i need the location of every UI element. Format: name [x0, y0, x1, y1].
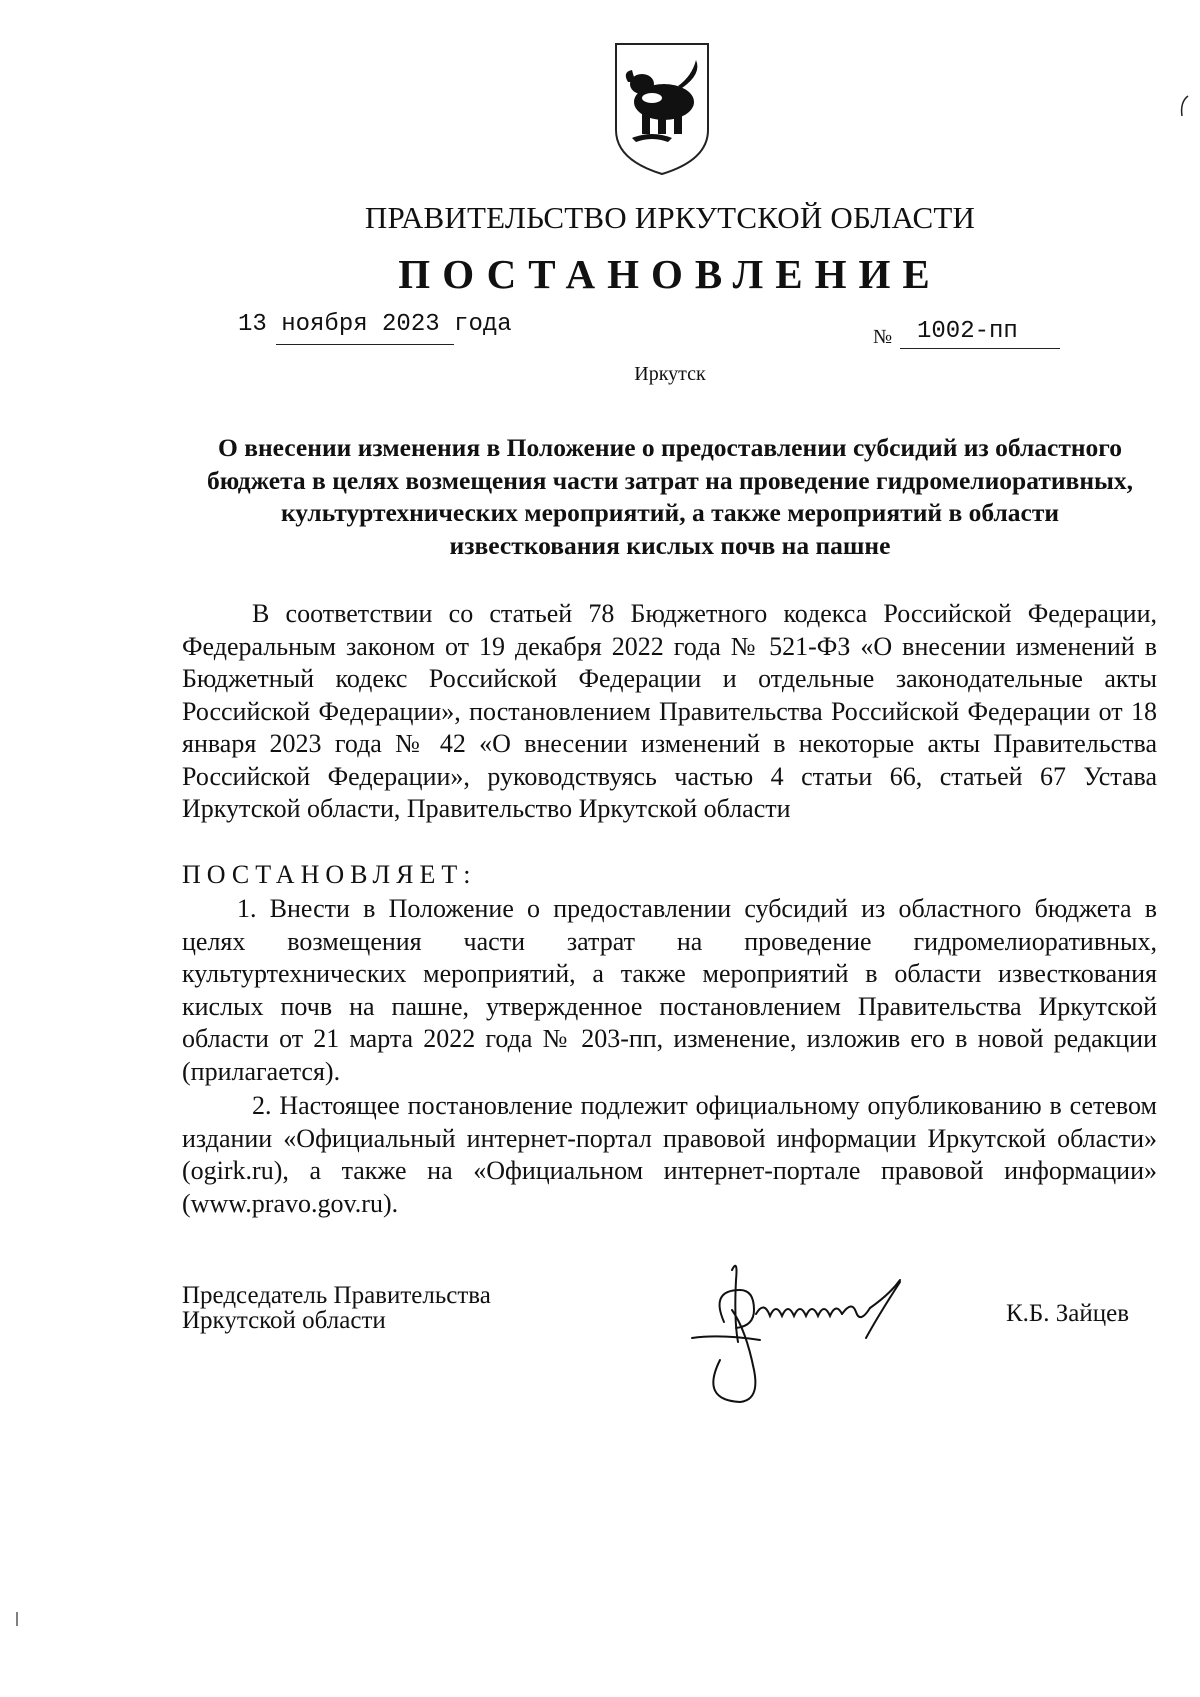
clause-1: 1. Внести в Положение о предоставлении субсидий из областного бюджета в целях возмещения части затрат на проведение гидромелиоративных, культуртехнических мероприятий, а также мероприятий в области известкования кислых почв на пашне, утвержденное постановлением Правительства Иркутской области от 21 марта 2022 года № 203-пп, изменение, изложив его в новой редакции (прилагается). — [182, 894, 1157, 1086]
signatory-name: К.Б. Зайцев — [1006, 1300, 1130, 1327]
handwritten-signature — [680, 1250, 970, 1410]
signatory-position-line-1: Председатель Правительства — [182, 1282, 491, 1309]
document-date: 13 ноября 2023 года — [238, 311, 512, 338]
scan-tick-mark — [14, 1612, 20, 1626]
organization-name: ПРАВИТЕЛЬСТВО ИРКУТСКОЙ ОБЛАСТИ — [364, 200, 976, 235]
signatory-position — [182, 1283, 491, 1333]
preamble-paragraph: В соответствии со статьей 78 Бюджетного кодекса Российской Федерации, Федеральным законом от 19 декабря 2022 года № 521-ФЗ «О внесении изменений в Бюджетный кодекс Российской Федерации и отдельные законодательные акты Российской Федерации», постановлением Правительства Российской Федерации от 18 января 2023 года № 42 «О внесении изменений в некоторые акты Правительства Российской Федерации», руководствуясь частью 4 статьи 66, статьей 67 Устава Иркутской области, Правительство Иркутской области — [182, 599, 1157, 823]
clause-2: 2. Настоящее постановление подлежит официальному опубликованию в сетевом издании «Официальный интернет-портал правовой информации Иркутской области» (ogirk.ru), а также на «Официальном интернет-портале правовой информации» (www.pravo.gov.ru). — [182, 1091, 1157, 1218]
margin-pen-mark — [1174, 94, 1194, 118]
signatory-position-line-2: Иркутской области — [182, 1307, 386, 1334]
coat-of-arms-icon — [612, 38, 712, 178]
date-underline — [276, 344, 454, 345]
number-sign: № — [873, 326, 893, 348]
number-underline — [900, 348, 1060, 349]
city-name: Иркутск — [634, 363, 706, 385]
resolves-heading: ПОСТАНОВЛЯЕТ: — [182, 860, 477, 889]
document-title: О внесении изменения в Положение о предоставлении субсидий из областного бюджета в целях возмещения части затрат на проведение гидромелиоративных, культуртехнических мероприятий, а также мероприятий в области известкования кислых почв на пашне — [206, 433, 1134, 560]
document-type: ПОСТАНОВЛЕНИЕ — [398, 251, 942, 297]
document-number: 1002-пп — [917, 318, 1018, 345]
